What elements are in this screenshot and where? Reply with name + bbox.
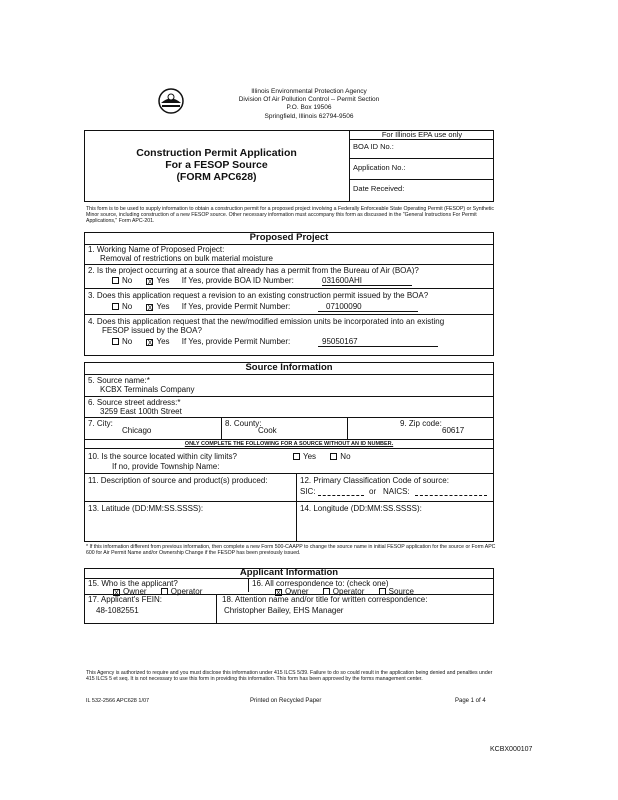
q10-no-label: No	[340, 452, 351, 461]
q12-naics-input[interactable]	[415, 495, 487, 496]
q3-yes-label: Yes	[156, 302, 170, 311]
q8-county[interactable]: Cook	[258, 426, 277, 435]
only-complete-note: ONLY COMPLETE THE FOLLOWING FOR A SOURCE WITHOUT AN ID NUMBER.	[184, 441, 394, 447]
q10-no-checkbox[interactable]	[330, 453, 337, 460]
q17-fein[interactable]: 48-1082551	[96, 606, 139, 615]
q3-options	[112, 302, 290, 311]
q12-naics-label: NAICS:	[383, 487, 410, 496]
q10-label: 10. Is the source located within city limits?	[88, 452, 237, 461]
q2-no-label: No	[122, 276, 133, 285]
q12-sic-input[interactable]	[318, 495, 364, 496]
form-title-line2: For a FESOP Source	[165, 159, 268, 171]
q2-yes-checkbox[interactable]: X	[147, 279, 153, 286]
q2-boa-id-input[interactable]: 031600AHI	[322, 276, 412, 286]
q15-owner-checkbox[interactable]: X	[114, 590, 119, 597]
q4-label-line1: 4. Does this application request that the new/modified emission units be incorporated into an existing	[88, 317, 445, 326]
q3-no-label: No	[122, 302, 133, 311]
q15-label: 15. Who is the applicant?	[88, 579, 178, 588]
q3-yes-checkbox[interactable]: X	[147, 305, 153, 312]
q16-owner-checkbox[interactable]: X	[276, 590, 281, 597]
q4-options	[112, 337, 290, 346]
form-title-line1: Construction Permit Application	[136, 147, 297, 159]
q13-latitude-label[interactable]: 13. Latitude (DD:MM:SS.SSSS):	[88, 504, 204, 513]
q9-label: 9. Zip code:	[400, 419, 442, 428]
agency-division: Division Of Air Pollution Control -- Permit Section	[238, 96, 380, 104]
q4-yes-checkbox[interactable]: X	[147, 340, 153, 347]
q3-label: 3. Does this application request a revision to an existing construction permit issued by the BOA?	[88, 291, 429, 300]
q15-owner-label: Owner	[123, 587, 147, 596]
q15-operator-label: Operator	[170, 587, 203, 596]
footer-legal-notice: This Agency is authorized to require and you must disclose this information under 415 ILCS 5/39. Failure to do so could result in the application being denied and penalties under 415 ILCS 5 et seq. It is not necessary to use this form in providing this information. This form has been approved by the forms management center.	[86, 670, 493, 683]
q16-source-label: Source	[388, 587, 414, 596]
agency-name: Illinois Environmental Protection Agency	[251, 88, 367, 95]
q5-source-name[interactable]: KCBX Terminals Company	[100, 385, 195, 394]
q2-if-yes: If Yes, provide BOA ID Number:	[181, 276, 294, 285]
date-received-field[interactable]: Date Received:	[353, 184, 405, 193]
q18-label: 18. Attention name and/or title for written correspondence:	[222, 595, 428, 604]
q4-label-line2: FESOP issued by the BOA?	[102, 326, 202, 335]
footer-page-number: Page 1 of 4	[455, 698, 486, 704]
q5-label: 5. Source name:*	[88, 376, 150, 385]
footer-recycled-paper: Printed on Recycled Paper	[250, 698, 322, 704]
q10-options	[293, 452, 351, 461]
q2-label: 2. Is the project occurring at a source that already has a permit from the Bureau of Air (BOA)?	[88, 266, 419, 275]
applicant-information-heading: Applicant Information	[239, 567, 339, 578]
proposed-project-heading: Proposed Project	[249, 232, 329, 243]
q17-label: 17. Applicant's FEIN:	[88, 595, 163, 604]
q16-operator-label: Operator	[332, 587, 365, 596]
q4-if-yes: If Yes, provide Permit Number:	[181, 337, 291, 346]
agency-po-box: P.O. Box 19506	[286, 104, 332, 112]
agency-city: Springfield, Illinois 62794-9506	[264, 112, 354, 120]
q2-no-checkbox[interactable]	[112, 277, 119, 284]
q8-label: 8. County:	[225, 419, 262, 428]
q6-street-address[interactable]: 3259 East 100th Street	[100, 407, 182, 416]
q14-longitude-label[interactable]: 14. Longitude (DD:MM:SS.SSSS):	[300, 504, 422, 513]
q4-no-label: No	[122, 337, 133, 346]
q7-city[interactable]: Chicago	[122, 426, 152, 435]
q10-township-label: If no, provide Township Name:	[112, 462, 220, 471]
bates-number: KCBX000107	[490, 746, 533, 753]
q3-if-yes: If Yes, provide Permit Number:	[181, 302, 291, 311]
source-information-heading: Source Information	[245, 362, 333, 373]
q3-no-checkbox[interactable]	[112, 303, 119, 310]
q11-label: 11. Description of source and product(s) produced:	[88, 476, 268, 485]
application-no-field[interactable]: Application No.:	[353, 163, 406, 172]
q3-permit-number-input[interactable]: 07100090	[318, 302, 418, 312]
footer-form-id: IL 532-2566 APC628 1/07	[86, 698, 150, 704]
boa-id-field[interactable]: BOA ID No.:	[353, 142, 394, 151]
q16-label: 16. All correspondence to: (check one)	[252, 579, 389, 588]
q12-sic-label: SIC:	[300, 487, 316, 496]
q18-attention-name[interactable]: Christopher Bailey, EHS Manager	[224, 606, 344, 615]
q7-label: 7. City:	[88, 419, 113, 428]
source-footnote: * If this information different from previous information, then complete a new Form 500-CAAPP to change the source name in initial FESOP application for the source or Form APC 600 for Air Permit Name and/or Ownership Change if the FESOP has been previously issued.	[86, 544, 496, 557]
q10-yes-checkbox[interactable]	[293, 453, 300, 460]
q1-project-name[interactable]: Removal of restrictions on bulk material moisture	[100, 254, 273, 263]
epa-use-only: For Illinois EPA use only	[381, 130, 463, 139]
q4-no-checkbox[interactable]	[112, 338, 119, 345]
form-title-line3: (FORM APC628)	[176, 171, 257, 183]
q12-label: 12. Primary Classification Code of source:	[300, 476, 449, 485]
q16-owner-label: Owner	[285, 587, 309, 596]
q2-options	[112, 276, 294, 285]
q4-permit-number-input[interactable]: 95050167	[318, 337, 438, 347]
q12-or: or	[369, 487, 377, 496]
agency-address	[0, 88, 618, 121]
q10-yes-label: Yes	[303, 452, 317, 461]
intro-text: This form is to be used to supply information to obtain a construction permit for a proposed project involving a Federally Enforceable State Operating Permit (FESOP) or Synthetic Minor source, including construction of a new FESOP source. Other necessary information must accompany this form as discussed in the "General Instructions For Permit Applications," Form APC-201.	[86, 206, 494, 225]
q1-label: 1. Working Name of Proposed Project:	[88, 245, 225, 254]
form-title	[84, 147, 349, 183]
q6-label: 6. Source street address:*	[88, 398, 181, 407]
q2-yes-label: Yes	[156, 276, 170, 285]
q9-zip-code[interactable]: 60617	[442, 426, 465, 435]
q4-yes-label: Yes	[156, 337, 170, 346]
